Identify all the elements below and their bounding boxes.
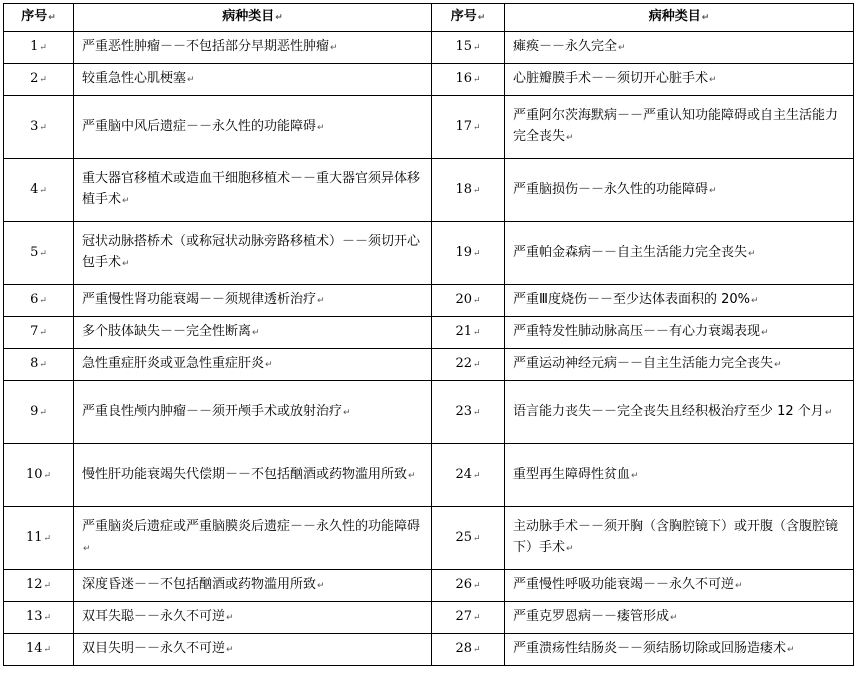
row-number-left: 2↵ [4,64,74,96]
table-row [4,159,854,222]
table-row [4,96,854,159]
disease-name-right: 重型再生障碍性贫血↵ [505,444,854,507]
row-number-right: 20↵ [432,285,505,317]
header-num-left: 序号↵ [4,4,74,32]
row-number-right: 18↵ [432,159,505,222]
row-number-left: 5↵ [4,222,74,285]
disease-name-right: 严重脑损伤－－永久性的功能障碍↵ [505,159,854,222]
table-row [4,602,854,634]
disease-name-left: 严重慢性肾功能衰竭－－须规律透析治疗↵ [74,285,432,317]
table-row [4,349,854,381]
disease-name-left: 多个肢体缺失－－完全性断离↵ [74,317,432,349]
row-number-left: 14↵ [4,634,74,666]
table-row [4,381,854,444]
table-row [4,222,854,285]
disease-name-left: 慢性肝功能衰竭失代偿期－－不包括酗酒或药物滥用所致↵ [74,444,432,507]
row-number-left: 9↵ [4,381,74,444]
row-number-left: 1↵ [4,32,74,64]
table-row [4,507,854,570]
disease-name-left: 深度昏迷－－不包括酗酒或药物滥用所致↵ [74,570,432,602]
header-name-left: 病种类目↵ [74,4,432,32]
table-row [4,570,854,602]
row-number-right: 21↵ [432,317,505,349]
table-row [4,64,854,96]
row-number-left: 10↵ [4,444,74,507]
row-number-right: 25↵ [432,507,505,570]
row-number-right: 19↵ [432,222,505,285]
disease-name-right: 严重阿尔茨海默病－－严重认知功能障碍或自主生活能力完全丧失↵ [505,96,854,159]
row-number-left: 4↵ [4,159,74,222]
disease-name-right: 严重溃疡性结肠炎－－须结肠切除或回肠造瘘术↵ [505,634,854,666]
table-row [4,285,854,317]
row-number-left: 3↵ [4,96,74,159]
table-row [4,634,854,666]
table-header-row [4,4,854,32]
row-number-right: 17↵ [432,96,505,159]
disease-name-left: 冠状动脉搭桥术（或称冠状动脉旁路移植术）－－须切开心包手术↵ [74,222,432,285]
disease-name-right: 心脏瓣膜手术－－须切开心脏手术↵ [505,64,854,96]
disease-name-right: 严重慢性呼吸功能衰竭－－永久不可逆↵ [505,570,854,602]
disease-name-right: 严重克罗恩病－－瘘管形成↵ [505,602,854,634]
row-number-right: 24↵ [432,444,505,507]
disease-name-left: 较重急性心肌梗塞↵ [74,64,432,96]
row-number-left: 13↵ [4,602,74,634]
disease-name-right: 严重Ⅲ度烧伤－－至少达体表面积的 20%↵ [505,285,854,317]
row-number-left: 8↵ [4,349,74,381]
row-number-left: 7↵ [4,317,74,349]
row-number-right: 23↵ [432,381,505,444]
row-number-right: 22↵ [432,349,505,381]
disease-name-left: 双目失明－－永久不可逆↵ [74,634,432,666]
disease-name-right: 严重运动神经元病－－自主生活能力完全丧失↵ [505,349,854,381]
row-number-left: 11↵ [4,507,74,570]
table-row [4,32,854,64]
row-number-left: 6↵ [4,285,74,317]
disease-name-right: 瘫痪－－永久完全↵ [505,32,854,64]
disease-name-right: 语言能力丧失－－完全丧失且经积极治疗至少 12 个月↵ [505,381,854,444]
row-number-right: 26↵ [432,570,505,602]
disease-name-left: 重大器官移植术或造血干细胞移植术－－重大器官须异体移植手术↵ [74,159,432,222]
disease-name-left: 急性重症肝炎或亚急性重症肝炎↵ [74,349,432,381]
row-number-right: 27↵ [432,602,505,634]
header-name-right: 病种类目↵ [505,4,854,32]
header-num-right: 序号↵ [432,4,505,32]
disease-name-left: 双耳失聪－－永久不可逆↵ [74,602,432,634]
disease-name-right: 主动脉手术－－须开胸（含胸腔镜下）或开腹（含腹腔镜下）手术↵ [505,507,854,570]
disease-name-right: 严重帕金森病－－自主生活能力完全丧失↵ [505,222,854,285]
row-number-left: 12↵ [4,570,74,602]
disease-table [3,3,854,666]
disease-name-left: 严重良性颅内肿瘤－－须开颅手术或放射治疗↵ [74,381,432,444]
disease-name-left: 严重恶性肿瘤－－不包括部分早期恶性肿瘤↵ [74,32,432,64]
disease-name-left: 严重脑炎后遗症或严重脑膜炎后遗症－－永久性的功能障碍↵ [74,507,432,570]
disease-name-left: 严重脑中风后遗症－－永久性的功能障碍↵ [74,96,432,159]
row-number-right: 28↵ [432,634,505,666]
row-number-right: 15↵ [432,32,505,64]
row-number-right: 16↵ [432,64,505,96]
disease-name-right: 严重特发性肺动脉高压－－有心力衰竭表现↵ [505,317,854,349]
table-row [4,317,854,349]
table-row [4,444,854,507]
